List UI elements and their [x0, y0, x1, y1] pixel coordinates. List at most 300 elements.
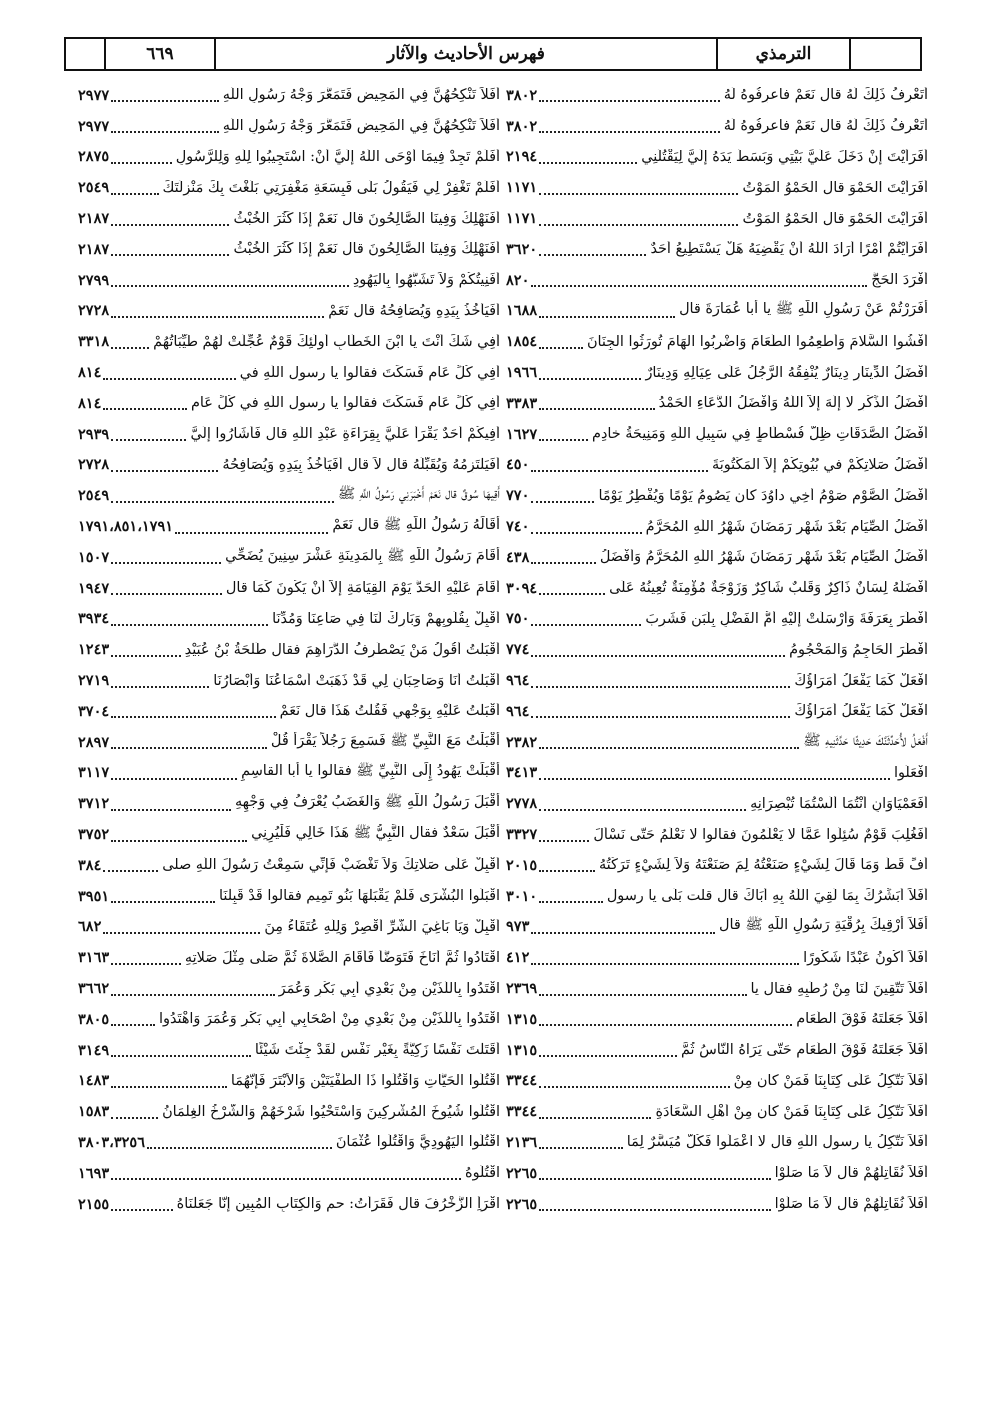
hadith-number: ٣٣٤٤: [506, 1072, 538, 1090]
hadith-incipit: أَفْضَلُ الصَّوْمِ صَوْمُ أَخِي داوُدَ كان يَصُومُ يَوْمًا وَيُفْطِرُ يَوْمًا: [598, 487, 928, 504]
hadith-incipit: اقْتَدُوا بِاللَّذَيْنِ مِنْ بَعْدِي مِنْ أَصْحَابِي أَبِي بَكْرٍ وَعُمَرَ وَاهْتَدُوا: [159, 1011, 500, 1028]
leader-dots: [539, 160, 637, 164]
left-column: [78, 80, 500, 1219]
hadith-incipit: أَفَلاَ جَعَلْتَهُ فَوْقَ الطَّعَامِ حَتَّى يَرَاهُ النَّاسُ ثُمَّ: [680, 1042, 928, 1059]
index-entry: [506, 1158, 928, 1189]
hadith-number: ٣٠٩٤: [506, 579, 538, 597]
index-entry: [506, 419, 928, 450]
leader-dots: [111, 437, 186, 441]
hadith-incipit: أَقْبَلْتُ أَنَا وَصَاحِبَانِ لِي قَدْ ذَهَبَتْ أَسْمَاعُنَا وَأَبْصَارُنَا: [213, 672, 500, 689]
leader-dots: [103, 868, 158, 872]
hadith-number: ٢٢٦٥: [506, 1195, 538, 1213]
hadith-incipit: أَفَلاَ أَكُونُ عَبْدًا شَكُورًا: [803, 949, 928, 966]
hadith-incipit: أَفْضَلُ صَلاتِكُمْ في بُيُوتِكُمْ إِلاَّ المَكْتُوبَةَ: [711, 456, 928, 473]
hadith-number: ٢٠١٥: [506, 856, 538, 874]
hadith-number: ٣٦٢٠: [506, 240, 538, 258]
index-entry: [506, 388, 928, 419]
index-entry: [78, 511, 500, 542]
hadith-incipit: أَقَالَهُ رَسُولُ اللَّهِ ﷺ قال نَعَمْ: [332, 517, 500, 534]
leader-dots: [539, 899, 603, 903]
hadith-incipit: اقْتَادُوا ثُمَّ أَنَاخَ فَتَوَضَّأَ فَأَقَامَ الصَّلاةَ ثُمَّ صَلَّى مِثْلَ صَلاتِهِ: [184, 949, 500, 966]
hadith-number: ٣٣٨٣: [506, 394, 538, 412]
hadith-number: ١٥٠٧: [78, 548, 110, 566]
leader-dots: [539, 1022, 792, 1026]
leader-dots: [539, 745, 799, 749]
hadith-number: ١٦٩٣: [78, 1164, 110, 1182]
hadith-number: ٢٥٤٩: [78, 487, 110, 505]
hadith-number: ٣٧١٢: [78, 795, 110, 813]
hadith-incipit: أَقْبَلْتُ مَعَ النَّبِيِّ ﷺ فَسَمِعَ رَجُلاً يَقْرَأُ قُلْ: [270, 732, 500, 749]
hadith-incipit: أَفْشُوا السَّلامَ وَأَطْعِمُوا الطَّعَامَ وَاضْرِبُوا الهَامَ تُورَثُوا الجِنَانَ: [586, 333, 928, 350]
leader-dots: [531, 560, 596, 564]
leader-dots: [539, 776, 890, 780]
leader-dots: [531, 684, 790, 688]
index-entry: [506, 142, 928, 173]
hadith-number: ٢١٨٧: [78, 210, 110, 228]
index-entry: [78, 296, 500, 327]
book-name: الترمذي: [718, 39, 851, 69]
index-entry: [506, 357, 928, 388]
hadith-incipit: اقْتُلُوا شُيُوخَ المُشْرِكِينَ وَاسْتَحْيُوا شَرْخَهُمْ وَالشَّرْخُ الغِلْمَانُ: [162, 1103, 500, 1120]
hadith-incipit: افْعَلْ كَمَا يَفْعَلُ أُمَرَاؤُكَ: [794, 703, 928, 720]
index-entry: [78, 727, 500, 758]
index-entry: [78, 850, 500, 881]
index-entry: [78, 265, 500, 296]
hadith-incipit: أَقَامَ عَلَيْهِ الحَدَّ يَوْمَ القِيَامَةِ إِلاَّ أَنْ يَكُونَ كَمَا قال: [225, 580, 500, 597]
leader-dots: [147, 1145, 332, 1149]
leader-dots: [539, 406, 654, 410]
hadith-number: ٣٨٠٢: [506, 86, 538, 104]
hadith-number: ٦٨٢: [78, 918, 102, 936]
index-entry: [506, 1035, 928, 1066]
leader-dots: [539, 376, 641, 380]
leader-dots: [539, 591, 605, 595]
index-entry: [78, 973, 500, 1004]
hadith-incipit: أَقْبَلَ سَعْدٌ فقال النَّبِيُّ ﷺ هَذَا خَالِي فَلْيُرِنِي: [251, 825, 500, 842]
index-entry: [78, 1066, 500, 1097]
index-entry: [78, 142, 500, 173]
hadith-incipit: أَفَنَهْلِكُ وَفِينَا الصَّالِحُونَ قال نَعَمْ إِذَا كَثُرَ الخُبْثُ: [233, 241, 500, 258]
leader-dots: [539, 868, 595, 872]
leader-dots: [531, 468, 708, 472]
hadith-incipit: أَقَامَ رَسُولُ اللَّهِ ﷺ بِالمَدِينَةِ عَشْرَ سِنِينَ يُضَحِّي: [225, 547, 500, 564]
index-entry: [78, 942, 500, 973]
hadith-incipit: أَفْضَلُ الصَّدَقَاتِ ظِلُّ فُسْطَاطٍ فِي سَبِيلِ اللَّهِ وَمَنِيحَةُ خادِمٍ: [592, 426, 928, 443]
leader-dots: [111, 1053, 251, 1057]
hadith-number: ٢٣٦٩: [506, 980, 538, 997]
leader-dots: [539, 807, 746, 811]
index-entry: [506, 573, 928, 604]
hadith-number: ٢٧٢٨: [78, 456, 110, 474]
page-header: [64, 37, 922, 71]
hadith-number: ١٨٥٤: [506, 333, 538, 351]
hadith-incipit: أَفَيَلْتَزِمُهُ وَيُقَبِّلُهُ قال لاَ قال أَفَيَأْخُذُ بِيَدِهِ وَيُصَافِحُهُ: [222, 456, 500, 473]
index-entry: [506, 819, 928, 850]
index-entry: [78, 696, 500, 727]
leader-dots: [531, 653, 785, 657]
leader-dots: [531, 961, 799, 965]
hadith-incipit: أَفْضَلُ الدِّينَارِ دِينَارٌ يُنْفِقُهُ الرَّجُلُ عَلَى عِيَالِهِ وَدِينَارٌ: [645, 364, 928, 381]
index-entry: [506, 881, 928, 912]
hadith-incipit: أَفَرَأَيْتُمْ أَمْرًا أَرَادَ اللَّهُ أَنْ يَقْضِيَهُ هَلْ يَسْتَطِيعُ أَحَدٌ: [650, 241, 928, 258]
hadith-number: ٢١٩٤: [506, 148, 538, 166]
hadith-number: ٧٧٠: [506, 487, 530, 505]
hadith-number: ٣١١٧: [78, 764, 110, 782]
hadith-incipit: أَفَلاَ أُبَشِّرُكَ بِمَا لَقِيَ اللَّهُ بِهِ أَبَاكَ قال قلت بَلَى يا رسول: [606, 888, 928, 905]
hadith-incipit: افْعَلْ كَمَا يَفْعَلُ أُمَرَاؤُكَ: [794, 672, 928, 689]
index-entry: [506, 850, 928, 881]
index-entry: [78, 388, 500, 419]
leader-dots: [103, 376, 235, 380]
index-entry: [506, 788, 928, 819]
hadith-number: ١٦٢٧: [506, 425, 538, 443]
hadith-incipit: أَفْطَرَ الحَاجِمُ وَالمَحْجُومُ: [789, 641, 928, 658]
index-entry: [506, 296, 928, 327]
index-entry: [506, 480, 928, 511]
hadith-number: ٣٨٠٣،٣٢٥٦: [78, 1133, 145, 1151]
hadith-number: ٣٩٥١: [78, 887, 110, 905]
hadith-incipit: أَقْبِلْ عَلَى صَلاتِكَ وَلاَ تَغْضَبْ فَإِنِّي سَمِعْتُ رَسُولَ اللَّهِ صلى: [162, 857, 500, 874]
leader-dots: [111, 1115, 158, 1119]
hadith-number: ٢٩٧٧: [78, 86, 110, 104]
leader-dots: [531, 930, 715, 934]
hadith-number: ٣٣١٨: [78, 333, 110, 351]
leader-dots: [539, 345, 583, 349]
leader-dots: [531, 499, 594, 503]
leader-dots: [111, 1176, 461, 1180]
leader-dots: [111, 1022, 155, 1026]
leader-dots: [539, 222, 738, 226]
hadith-incipit: أَقْبِلْ وَيَا بَاغِيَ الشَّرِّ أَقْصِرْ وَلِلَّهِ عُتَقَاءُ مِنَ: [264, 918, 500, 935]
index-entry: [506, 203, 928, 234]
hadith-incipit: أَفَلاَ نَتَّكِلُ عَلَى كِتَابِنَا فَمَنْ كان مِنْ أَهْلِ السَّعَادَةِ: [655, 1103, 928, 1120]
hadith-number: ٢٧٩٩: [78, 271, 110, 289]
index-entry: [78, 326, 500, 357]
hadith-number: ١٩٦٦: [506, 364, 538, 382]
hadith-incipit: أَفَعَمْيَاوَانِ أَنْتُمَا أَلَسْتُمَا تُبْصِرَانِهِ: [750, 795, 928, 812]
leader-dots: [111, 807, 231, 811]
leader-dots: [539, 1145, 623, 1149]
hadith-number: ٢٩٣٩: [78, 425, 110, 443]
hadith-number: ٤٣٨: [506, 548, 530, 566]
leader-dots: [539, 437, 588, 441]
hadith-number: ٣٧٠٤: [78, 702, 110, 720]
hadith-incipit: اقْتُلُوا الحَيَّاتِ وَاقْتُلُوا ذَا الطُّفْيَتَيْنِ وَالأَبْتَرَ فَإِنَّهُمَا: [230, 1072, 500, 1089]
hadith-incipit: أَفَنَهْلِكُ وَفِينَا الصَّالِحُونَ قال نَعَمْ إِذَا كَثُرَ الخُبْثُ: [233, 210, 500, 227]
index-entry: [506, 111, 928, 142]
hadith-number: ٣٣٤٤: [506, 1103, 538, 1121]
hadith-incipit: أَقِيهَا سُوقٌ قال نَعَمْ أَخْبَرَنِي رَسُولُ اللَّهِ ﷺ: [337, 486, 500, 503]
leader-dots: [111, 314, 324, 318]
index-entry: [78, 788, 500, 819]
index-entry: [78, 819, 500, 850]
index-entry: [506, 696, 928, 727]
index-entry: [78, 172, 500, 203]
hadith-incipit: أَقْبِلْ بِقُلُوبِهِمْ وَبَارِكْ لَنَا فِي صَاعِنَا وَمُدِّنَا: [272, 610, 500, 627]
leader-dots: [539, 1053, 677, 1057]
index-entry: [506, 942, 928, 973]
hadith-incipit: اقْرَأِ الزُّخْرُفَ قال فَقَرَأْتُ: حم وَالكِتَابِ المُبِينِ إِنَّا جَعَلْنَاهُ: [176, 1196, 500, 1213]
leader-dots: [111, 468, 218, 472]
index-entry: [78, 881, 500, 912]
leader-dots: [539, 1084, 729, 1088]
hadith-incipit: أَفَرَأَيْتَ إِنْ دَخَلَ عَلَيَّ بَيْتِي وَبَسَطَ يَدَهُ إِلَيَّ لِيَقْتُلَنِي: [641, 148, 928, 165]
index-entry: [78, 1158, 500, 1189]
leader-dots: [111, 714, 275, 718]
hadith-incipit: أَقْبَلْتُ أَقُولُ مَنْ يَصْطَرِفُ الدَّرَاهِمَ فقال طَلْحَةُ بْنُ عُبَيْدِ: [184, 641, 500, 658]
leader-dots: [111, 992, 275, 996]
hadith-number: ٣٦٦٢: [78, 980, 110, 997]
index-entry: [506, 234, 928, 265]
leader-dots: [539, 98, 720, 102]
index-entry: [506, 542, 928, 573]
hadith-number: ٤١٢: [506, 949, 530, 967]
hadith-number: ٣٨٠٢: [506, 117, 538, 135]
leader-dots: [111, 129, 219, 133]
hadith-number: ١٥٨٣: [78, 1103, 110, 1121]
index-entry: [78, 665, 500, 696]
hadith-number: ٩٦٤: [506, 672, 530, 690]
hadith-incipit: افْعَلُوا: [893, 764, 928, 781]
leader-dots: [539, 992, 746, 996]
hadith-incipit: أَفْطَرَ بِعَرَفَةَ وَأَرْسَلَتْ إِلَيْهِ أُمُّ الفَضْلِ بِلَبَنٍ فَشَرِبَ: [645, 610, 928, 627]
hadith-incipit: أَفَلَمْ تَجِدْ فِيمَا أَوْحَى اللَّهُ إِلَيَّ أَنْ: اسْتَجِيبُوا لِلَّهِ وَلِلرَّسُولِ: [175, 148, 500, 165]
index-entry: [506, 912, 928, 943]
hadith-incipit: أَفْرَدَ الحَجَّ: [871, 272, 928, 289]
hadith-number: ٨٢٠: [506, 271, 530, 289]
hadith-incipit: أَفْضَلُهُ لِسَانٌ ذَاكِرٌ وَقَلْبٌ شَاكِرٌ وَزَوْجَةٌ مُؤْمِنَةٌ تُعِينُهُ عَلَى: [609, 580, 928, 597]
hadith-number: ٢٨٩٧: [78, 733, 110, 751]
hadith-incipit: أَفَرَأَيْتَ الحَمْوَ قال الحَمْوُ المَوْتُ: [742, 179, 928, 196]
hadith-number: ٨١٤: [78, 394, 102, 412]
index-entry: [78, 234, 500, 265]
hadith-incipit: اقْتَدُوا بِاللَّذَيْنِ مِنْ بَعْدِي أَبِي بَكْرٍ وَعُمَرَ: [278, 980, 500, 997]
index-entry: [506, 172, 928, 203]
index-entry: [78, 1127, 500, 1158]
index-entry: [506, 634, 928, 665]
hadith-number: ٣٨٠٥: [78, 1010, 110, 1028]
hadith-incipit: أَفَلاَ جَعَلْتَهُ فَوْقَ الطَّعَامِ: [796, 1011, 928, 1028]
hadith-number: ٢٥٤٩: [78, 179, 110, 197]
hadith-number: ٢٩٧٧: [78, 117, 110, 135]
hadith-incipit: أَفَلاَ تَنْكِحُهُنَّ فِي المَحِيضِ فَتَمَعَّرَ وَجْهُ رَسُولِ اللَّهِ: [222, 87, 500, 104]
hadith-number: ٢٣٨٢: [506, 733, 538, 751]
hadith-number: ٢٢٦٥: [506, 1164, 538, 1182]
hadith-incipit: أَفْضَلُ الصِّيَامِ بَعْدَ شَهْرِ رَمَضَانَ شَهْرُ اللَّهِ المُحَرَّمُ: [645, 518, 928, 535]
index-entry: [78, 80, 500, 111]
leader-dots: [103, 406, 187, 410]
leader-dots: [111, 560, 221, 564]
hadith-incipit: أَفَلاَ أَرْقِيكَ بِرُقْيَةِ رَسُولِ اللَّهِ ﷺ قال: [719, 917, 928, 934]
hadith-incipit: اقْتُلُوهُ: [465, 1165, 500, 1182]
hadith-number: ٣٣٢٧: [506, 826, 538, 844]
hadith-number: ١٣١٥: [506, 1041, 538, 1059]
index-entry: [78, 1035, 500, 1066]
leader-dots: [111, 684, 209, 688]
index-entry: [506, 758, 928, 789]
hadith-incipit: أَفِي شَكٍّ أَنْتَ يا ابْنَ الخَطَّابِ أُولَئِكَ قَوْمٌ عُجِّلَتْ لَهُمْ طَيِّبَاتُهُمْ: [153, 333, 500, 350]
leader-dots: [103, 930, 260, 934]
header-cell-blank-left: [66, 39, 106, 69]
hadith-number: ٢١٥٥: [78, 1195, 110, 1213]
index-entry: [78, 480, 500, 511]
index-entry: [506, 1189, 928, 1220]
hadith-incipit: أَفْضَلُ الذِّكْرِ لا إِلَهَ إِلاَّ اللَّهُ وَأَفْضَلُ الدُّعَاءِ الحَمْدُ: [658, 395, 928, 412]
index-entry: [78, 1189, 500, 1220]
hadith-incipit: أَفَلاَ نُقَاتِلُهُمْ قال لاَ مَا صَلَّوْا: [774, 1196, 928, 1213]
leader-dots: [111, 622, 268, 626]
hadith-incipit: أَفَلاَ تَنْكِحُهُنَّ فِي المَحِيضِ فَتَمَعَّرَ وَجْهُ رَسُولِ اللَّهِ: [222, 118, 500, 135]
index-entry: [506, 1004, 928, 1035]
leader-dots: [539, 314, 675, 318]
leader-dots: [111, 653, 181, 657]
hadith-incipit: أَفَيَأْخُذُ بِيَدِهِ وَيُصَافِحُهُ قال نَعَمْ: [328, 302, 500, 319]
hadith-number: ١٢٤٣: [78, 641, 110, 659]
hadith-incipit: أَفِي كُلِّ عَامٍ فَسَكَتَ فقالوا يا رسول اللَّهِ في: [239, 364, 500, 381]
leader-dots: [539, 191, 738, 195]
index-entry: [506, 80, 928, 111]
leader-dots: [531, 622, 641, 626]
hadith-number: ٢٧٢٨: [78, 302, 110, 320]
hadith-incipit: أَقْبَلَ رَسُولُ اللَّهِ ﷺ وَالغَضَبُ يُعْرَفُ فِي وَجْهِهِ: [234, 794, 500, 811]
hadith-incipit: أَفِي كُلِّ عَامٍ فَسَكَتَ فقالوا يا رسول اللَّهِ في كُلِّ عَامٍ: [190, 395, 500, 412]
hadith-incipit: أَفَغُلِبَ قَوْمٌ سُئِلُوا عَمَّا لا يَعْلَمُونَ فقالوا لا نَعْلَمُ حَتَّى نَسْأَلَ: [593, 826, 928, 843]
leader-dots: [111, 345, 149, 349]
hadith-number: ١١٧١: [506, 210, 538, 228]
index-title: فهرس الأحاديث والآثار: [216, 39, 718, 69]
leader-dots: [111, 776, 237, 780]
hadith-number: ٩٦٤: [506, 702, 530, 720]
hadith-number: ٧٤٠: [506, 518, 530, 536]
index-entry: [506, 1096, 928, 1127]
hadith-incipit: أَفْضَلُ الصِّيَامِ بَعْدَ شَهْرِ رَمَضَانَ شَهْرُ اللَّهِ المُحَرَّمُ وَأَفْضَلُ: [599, 549, 928, 566]
leader-dots: [111, 745, 267, 749]
hadith-number: ١٦٨٨: [506, 302, 538, 320]
hadith-incipit: أَقْبَلَتْ يَهُودُ إِلَى النَّبِيِّ ﷺ فقالوا يا أبا القاسِمِ: [241, 763, 500, 780]
hadith-incipit: أَفَلاَ نَتَّكِلُ يا رسول اللَّهِ قال لا اعْمَلُوا فَكُلٌّ مُيَسَّرٌ لِمَا: [626, 1134, 928, 1151]
leader-dots: [539, 129, 720, 133]
leader-dots: [531, 283, 867, 287]
leader-dots: [539, 252, 646, 256]
index-entry: [506, 265, 928, 296]
leader-dots: [175, 530, 328, 534]
leader-dots: [111, 1207, 173, 1211]
hadith-number: ١١٧١: [506, 179, 538, 197]
hadith-number: ٢١٨٧: [78, 240, 110, 258]
hadith-incipit: أَفَلَمْ تَغْفِرْ لِي فَيَقُولُ بَلَى فَبِسَعَةِ مَغْفِرَتِي بَلَغْتَ بِكَ مَنْزِلَتَكَ: [162, 179, 500, 196]
leader-dots: [111, 838, 247, 842]
index-entry: [78, 542, 500, 573]
hadith-number: ٣٠١٠: [506, 887, 538, 905]
hadith-number: ١٣١٥: [506, 1010, 538, 1028]
index-entry: [506, 727, 928, 758]
hadith-incipit: أَفَلاَ نَتَّكِلُ عَلَى كِتَابِنَا فَمَنْ كان مِنْ: [733, 1072, 928, 1089]
hadith-incipit: أَتَعْرِفُ ذَلِكَ لَهُ قال نَعَمْ فاعرِفُوهُ لَهُ: [723, 87, 928, 104]
hadith-incipit: أَفَلاَ تَتَّقِينَ لَنَا مِنْ رُطَبِهِ فقال يا: [750, 980, 928, 997]
hadith-incipit: أَفْعَلُ لأُحَدِّثَنَّكَ حَدِيثًا حَدَّثَنِيهِ ﷺ: [803, 732, 928, 749]
hadith-number: ٨١٤: [78, 364, 102, 382]
leader-dots: [111, 98, 219, 102]
index-entry: [506, 1066, 928, 1097]
leader-dots: [531, 714, 790, 718]
leader-dots: [531, 530, 641, 534]
index-entry: [78, 912, 500, 943]
leader-dots: [111, 160, 172, 164]
hadith-number: ٢١٣٦: [506, 1133, 538, 1151]
leader-dots: [111, 1084, 227, 1088]
leader-dots: [539, 838, 589, 842]
hadith-incipit: اقْبَلُوا البُشْرَى فَلَمْ يَقْبَلْهَا بَنُو تَمِيمٍ فقالوا قَدْ قَبِلْنَا: [219, 888, 500, 905]
leader-dots: [111, 222, 229, 226]
index-entry: [506, 1127, 928, 1158]
leader-dots: [111, 961, 181, 965]
leader-dots: [111, 591, 222, 595]
hadith-number: ٣٤١٣: [506, 764, 538, 782]
index-entry: [78, 573, 500, 604]
hadith-number: ٤٥٠: [506, 456, 530, 474]
index-entry: [78, 203, 500, 234]
hadith-number: ١٤٨٣: [78, 1072, 110, 1090]
hadith-incipit: أُفٍّ قَطُّ وَمَا قَالَ لِشَيْءٍ صَنَعْتُهُ لِمَ صَنَعْتَهُ وَلاَ لِشَيْءٍ تَرَكْتُهُ: [598, 857, 928, 874]
leader-dots: [539, 1176, 770, 1180]
hadith-number: ٧٥٠: [506, 610, 530, 628]
leader-dots: [111, 899, 215, 903]
header-cell-blank-right: [851, 39, 920, 69]
hadith-number: ٣١٤٩: [78, 1041, 110, 1059]
leader-dots: [539, 1115, 651, 1119]
leader-dots: [111, 191, 158, 195]
hadith-number: ٢٨٧٥: [78, 148, 110, 166]
right-column: [506, 80, 928, 1219]
index-entry: [78, 604, 500, 635]
index-entry: [78, 111, 500, 142]
hadith-number: ١٩٤٧: [78, 579, 110, 597]
hadith-number: ٣٩٣٤: [78, 610, 110, 628]
hadith-number: ٣٨٤: [78, 856, 102, 874]
index-entry: [78, 758, 500, 789]
leader-dots: [111, 283, 349, 287]
hadith-incipit: أَقَتَلْتَ نَفْسًا زَكِيَّةً بِغَيْرِ نَفْسٍ لَقَدْ جِئْتَ شَيْئًا: [254, 1042, 500, 1059]
index-entry: [506, 604, 928, 635]
index-entry: [506, 326, 928, 357]
page-number: ٦٦٩: [106, 39, 216, 69]
hadith-number: ٣٧٥٢: [78, 826, 110, 844]
index-entry: [78, 357, 500, 388]
hadith-incipit: أَفَرَأَيْتَ الحَمْوَ قال الحَمْوُ المَوْتُ: [742, 210, 928, 227]
index-entry: [506, 665, 928, 696]
hadith-incipit: أَفَنِيتُكُمْ وَلاَ تَشَبَّهُوا بِاليَهُودِ: [352, 272, 500, 289]
hadith-incipit: اقْتُلُوا اليَهُودِيَّ وَاقْتُلُوا عُثْمَانَ: [335, 1134, 500, 1151]
index-entry: [506, 973, 928, 1004]
hadith-number: ١٧٩١،٨٥١،١٧٩١: [78, 518, 174, 536]
hadith-incipit: أَتَعْرِفُ ذَلِكَ لَهُ قال نَعَمْ فاعرِفُوهُ لَهُ: [723, 118, 928, 135]
hadith-incipit: أَفِيكُمْ أَحَدٌ يَقْرَأُ عَلَيَّ بِقِرَاءَةِ عَبْدِ اللَّهِ قال فَأَشَارُوا إِلَيَّ: [190, 426, 500, 443]
hadith-incipit: أَفَلاَ نُقَاتِلُهُمْ قال لاَ مَا صَلَّوْا: [774, 1165, 928, 1182]
hadith-incipit: أَفَرَرْتُمْ عَنْ رَسُولِ اللَّهِ ﷺ يا أبا عُمَارَةَ قال: [679, 301, 928, 318]
index-entry: [78, 1004, 500, 1035]
hadith-incipit: أَقْبَلْتُ عَلَيْهِ بِوَجْهِي فَقُلْتُ هَذَا قال نَعَمْ: [279, 703, 500, 720]
hadith-number: ٧٧٤: [506, 641, 530, 659]
leader-dots: [539, 1207, 770, 1211]
index-entry: [78, 450, 500, 481]
index-entry: [78, 1096, 500, 1127]
index-entry: [78, 634, 500, 665]
leader-dots: [111, 499, 334, 503]
hadith-number: ٣١٦٣: [78, 949, 110, 967]
index-entry: [78, 419, 500, 450]
leader-dots: [111, 252, 229, 256]
index-entry: [506, 511, 928, 542]
